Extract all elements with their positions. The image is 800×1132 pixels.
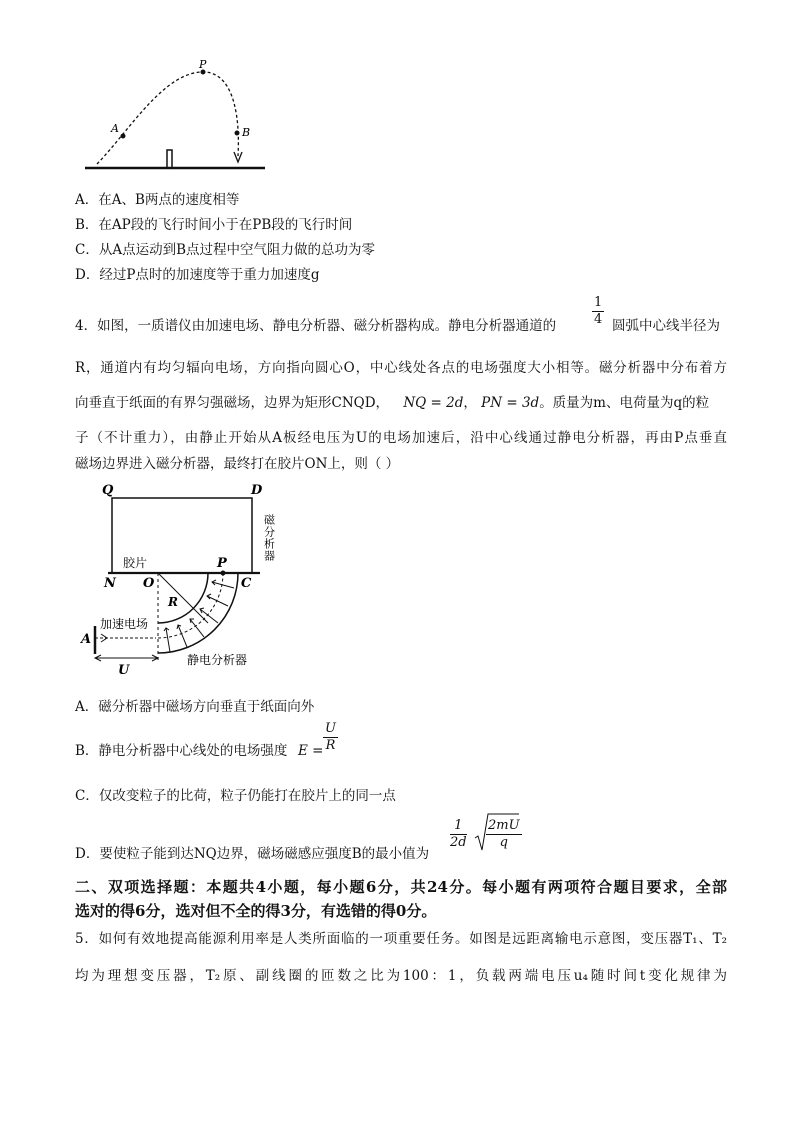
eq-pn: PN = 3d	[481, 395, 540, 411]
option-b-fraction	[323, 721, 338, 754]
q5-line-1: 5．如何有效地提高能源利用率是人类所面临的一项重要任务。如图是远距离输电示意图，变压器T₁、T₂	[75, 931, 727, 947]
radius-line	[158, 573, 208, 623]
quarter-num: 1	[594, 295, 603, 310]
quarter-fraction	[592, 295, 604, 328]
label-u: U	[118, 663, 130, 678]
q4-line-1-text: 4．如图，一质谱仪由加速电场、静电分析器、磁分析器构成。静电分析器通道的	[75, 318, 557, 334]
eq-nq: NQ = 2d	[403, 395, 464, 411]
q3-option-c: C．从A点运动到B点过程中空气阻力做的总功为零	[75, 242, 375, 258]
label-c: C	[241, 576, 252, 591]
label-q: Q	[102, 483, 114, 498]
q4-line-3-a: 向垂直于纸面的有界匀强磁场，边界为矩形CNQD，	[75, 395, 390, 411]
label-o: O	[143, 576, 155, 591]
q4-option-a: A．磁分析器中磁场方向垂直于纸面向外	[75, 699, 315, 715]
section2-heading-2: 选对的得6分，选对但不全的得3分，有选错的得0分。	[75, 902, 437, 920]
q3-option-d: D．经过P点时的加速度等于重力加速度g	[75, 267, 320, 283]
q4-line-2: R，通道内有均匀辐向电场，方向指向圆心O，中心线处各点的电场强度大小相等。磁分析器中分布着方	[75, 360, 727, 376]
eq-sep: ，	[463, 395, 477, 411]
option-d-num: 1	[450, 818, 467, 835]
q4-line-1	[75, 316, 556, 336]
label-electrostatic: 静电分析器	[187, 653, 248, 667]
option-d-den: 2d	[450, 835, 467, 850]
point-p	[221, 571, 226, 576]
label-film: 胶片	[123, 556, 148, 570]
q4-line-3	[75, 393, 709, 413]
option-d-root-den: q	[499, 835, 508, 850]
mass-spectrometer-figure	[80, 478, 295, 678]
q3-option-b: B．在AP段的飞行时间小于在PB段的飞行时间	[75, 217, 353, 233]
quarter-den: 4	[594, 312, 603, 327]
label-p2: P	[217, 556, 227, 571]
option-b-den: R	[325, 738, 336, 753]
option-d-fraction	[450, 818, 467, 851]
label-r: R	[168, 595, 178, 609]
label-b: B	[242, 126, 251, 139]
label-plate-a: A	[81, 632, 92, 647]
q4-option-d: D．要使粒子能到达NQ边界，磁场磁感应强度B的最小值为	[75, 846, 430, 862]
obstacle-post	[167, 150, 172, 168]
q4-line-5: 磁场边界进入磁分析器，最终打在胶片ON上，则（ ）	[75, 456, 400, 472]
label-a: A	[111, 122, 119, 135]
label-d: D	[251, 483, 263, 498]
option-b-num: U	[325, 721, 336, 736]
q4-line-3-b: 。质量为m、电荷量为q的粒	[539, 395, 710, 411]
section2-heading-1: 二、双项选择题：本题共4小题，每小题6分，共24分。每小题有两项符合题目要求，全部	[75, 878, 727, 896]
point-b	[235, 131, 240, 136]
option-d-root-fraction	[486, 818, 522, 851]
label-accel-field: 加速电场	[100, 617, 149, 631]
option-d-root-num: 2mU	[488, 818, 520, 833]
q5-line-2: 均为理想变压器，T₂原、副线圈的匝数之比为100：1，负载两端电压u₄随时间t变化规律为	[75, 968, 727, 984]
label-n: N	[104, 576, 116, 591]
q3-option-a: A．在A、B两点的速度相等	[75, 192, 240, 208]
q4-option-c: C．仅改变粒子的比荷，粒子仍能打在胶片上的同一点	[75, 788, 396, 804]
label-magnetic-analyzer: 磁分析器	[262, 514, 276, 562]
q4-line-4: 子（不计重力），由静止开始从A板经电压为U的电场加速后，沿中心线通过静电分析器，再由P点垂直	[75, 430, 727, 446]
point-a	[121, 134, 126, 139]
trajectory-figure	[85, 60, 275, 172]
option-b-eq-lhs: E =	[298, 743, 324, 759]
q4-option-b: B．静电分析器中心线处的电场强度	[75, 743, 288, 759]
q4-line-1-tail: 圆弧中心线半径为	[612, 318, 720, 334]
label-p: P	[199, 60, 207, 71]
